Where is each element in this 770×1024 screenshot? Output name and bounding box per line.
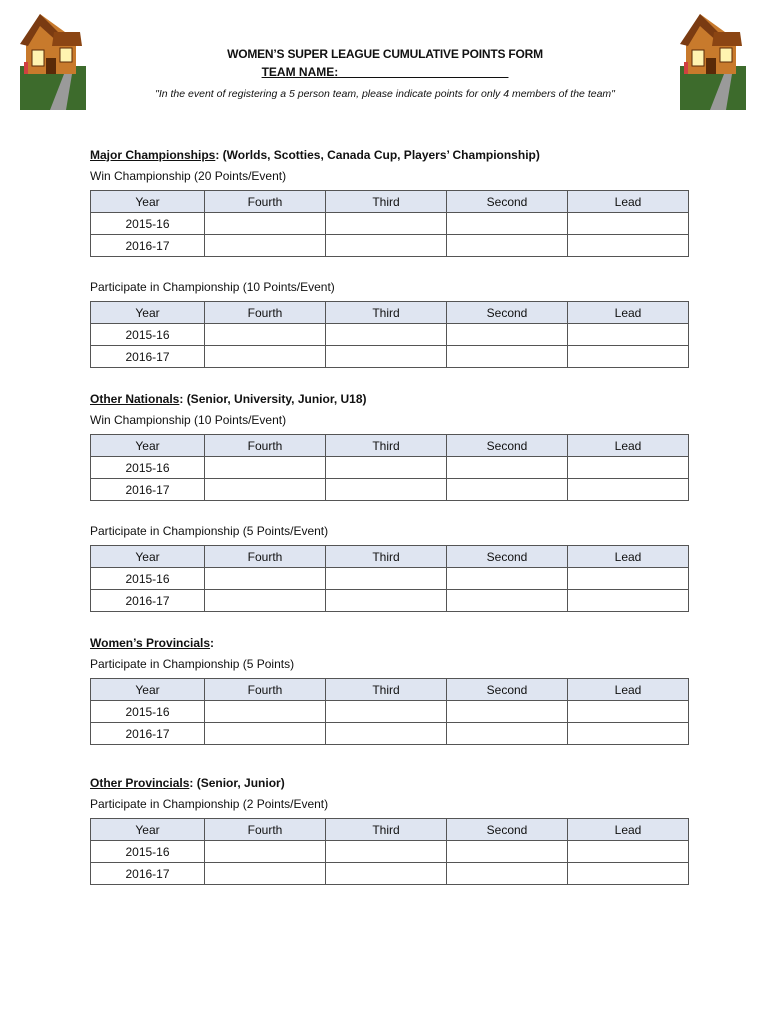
column-header: Year xyxy=(91,191,205,213)
year-cell: 2016-17 xyxy=(91,479,205,501)
column-header: Fourth xyxy=(205,679,326,701)
table-row xyxy=(91,590,689,612)
section-heading-detail: : (Senior, University, Junior, U18) xyxy=(179,392,367,406)
section-caption: Participate in Championship (5 Points) xyxy=(90,657,295,671)
section-heading xyxy=(90,774,690,795)
points-entry-cell[interactable] xyxy=(568,863,689,885)
table-row xyxy=(91,568,689,590)
column-header: Lead xyxy=(568,546,689,568)
section-caption: Participate in Championship (5 Points/Event) xyxy=(90,524,329,538)
points-entry-cell[interactable] xyxy=(205,213,326,235)
points-entry-cell[interactable] xyxy=(205,457,326,479)
section-heading-detail: : (Worlds, Scotties, Canada Cup, Players’ Championship) xyxy=(215,148,540,162)
points-entry-cell[interactable] xyxy=(326,590,447,612)
table-header-row xyxy=(91,435,689,457)
column-header: Second xyxy=(447,302,568,324)
points-section xyxy=(90,522,690,612)
points-table xyxy=(90,545,689,612)
points-entry-cell[interactable] xyxy=(447,213,568,235)
table-row xyxy=(91,346,689,368)
points-entry-cell[interactable] xyxy=(568,346,689,368)
column-header: Year xyxy=(91,819,205,841)
points-entry-cell[interactable] xyxy=(326,457,447,479)
points-entry-cell[interactable] xyxy=(205,346,326,368)
points-section xyxy=(90,390,690,501)
points-entry-cell[interactable] xyxy=(568,723,689,745)
points-entry-cell[interactable] xyxy=(326,346,447,368)
points-entry-cell[interactable] xyxy=(568,590,689,612)
section-heading-detail: : xyxy=(210,636,215,650)
year-cell: 2016-17 xyxy=(91,235,205,257)
points-entry-cell[interactable] xyxy=(205,841,326,863)
year-cell: 2015-16 xyxy=(91,701,205,723)
section-heading-detail: : (Senior, Junior) xyxy=(189,776,285,790)
column-header: Lead xyxy=(568,435,689,457)
table-header-row xyxy=(91,819,689,841)
points-section xyxy=(90,774,690,885)
column-header: Lead xyxy=(568,819,689,841)
points-entry-cell[interactable] xyxy=(326,235,447,257)
points-entry-cell[interactable] xyxy=(447,479,568,501)
column-header: Second xyxy=(447,191,568,213)
points-entry-cell[interactable] xyxy=(568,457,689,479)
points-entry-cell[interactable] xyxy=(568,568,689,590)
points-entry-cell[interactable] xyxy=(447,723,568,745)
points-entry-cell[interactable] xyxy=(447,701,568,723)
column-header: Lead xyxy=(568,679,689,701)
form-title: WOMEN’S SUPER LEAGUE CUMULATIVE POINTS FORM xyxy=(227,47,543,61)
column-header: Lead xyxy=(568,302,689,324)
points-table xyxy=(90,301,689,368)
points-entry-cell[interactable] xyxy=(326,701,447,723)
points-entry-cell[interactable] xyxy=(205,863,326,885)
year-cell: 2016-17 xyxy=(91,590,205,612)
table-row xyxy=(91,863,689,885)
registration-note: "In the event of registering a 5 person team, please indicate points for only 4 members of the team" xyxy=(155,88,615,100)
points-table xyxy=(90,434,689,501)
points-entry-cell[interactable] xyxy=(447,346,568,368)
points-entry-cell[interactable] xyxy=(326,568,447,590)
section-caption: Participate in Championship (10 Points/Event) xyxy=(90,280,335,294)
table-row xyxy=(91,213,689,235)
points-entry-cell[interactable] xyxy=(447,568,568,590)
points-entry-cell[interactable] xyxy=(205,479,326,501)
section-heading xyxy=(90,390,690,411)
points-section xyxy=(90,278,690,368)
year-cell: 2016-17 xyxy=(91,863,205,885)
points-entry-cell[interactable] xyxy=(447,590,568,612)
section-caption: Participate in Championship (2 Points/Event) xyxy=(90,797,329,811)
year-cell: 2015-16 xyxy=(91,324,205,346)
table-row xyxy=(91,701,689,723)
form-header xyxy=(0,45,770,103)
column-header: Second xyxy=(447,546,568,568)
points-section xyxy=(90,146,690,257)
points-entry-cell[interactable] xyxy=(326,479,447,501)
section-heading xyxy=(90,634,690,655)
points-entry-cell[interactable] xyxy=(568,213,689,235)
column-header: Second xyxy=(447,819,568,841)
column-header: Year xyxy=(91,435,205,457)
section-heading-title: Other Nationals xyxy=(90,392,180,406)
column-header: Second xyxy=(447,679,568,701)
table-row xyxy=(91,841,689,863)
points-entry-cell[interactable] xyxy=(205,324,326,346)
points-section xyxy=(90,634,690,745)
section-heading-title: Other Provincials xyxy=(90,776,190,790)
column-header: Year xyxy=(91,302,205,324)
points-table xyxy=(90,818,689,885)
table-header-row xyxy=(91,191,689,213)
column-header: Fourth xyxy=(205,546,326,568)
column-header: Third xyxy=(326,435,447,457)
points-entry-cell[interactable] xyxy=(326,863,447,885)
points-entry-cell[interactable] xyxy=(205,723,326,745)
column-header: Fourth xyxy=(205,819,326,841)
points-entry-cell[interactable] xyxy=(326,324,447,346)
table-header-row xyxy=(91,546,689,568)
column-header: Fourth xyxy=(205,435,326,457)
points-entry-cell[interactable] xyxy=(447,863,568,885)
team-name-field[interactable]: TEAM NAME: _________________________ xyxy=(261,65,509,79)
column-header: Fourth xyxy=(205,191,326,213)
column-header: Third xyxy=(326,679,447,701)
section-heading xyxy=(90,146,690,167)
table-row xyxy=(91,479,689,501)
points-entry-cell[interactable] xyxy=(568,324,689,346)
points-entry-cell[interactable] xyxy=(568,701,689,723)
year-cell: 2015-16 xyxy=(91,213,205,235)
points-entry-cell[interactable] xyxy=(447,235,568,257)
column-header: Third xyxy=(326,191,447,213)
points-entry-cell[interactable] xyxy=(326,213,447,235)
column-header: Year xyxy=(91,546,205,568)
points-entry-cell[interactable] xyxy=(568,235,689,257)
points-entry-cell[interactable] xyxy=(568,841,689,863)
section-caption: Win Championship (20 Points/Event) xyxy=(90,169,287,183)
year-cell: 2015-16 xyxy=(91,457,205,479)
year-cell: 2016-17 xyxy=(91,346,205,368)
column-header: Year xyxy=(91,679,205,701)
points-entry-cell[interactable] xyxy=(326,841,447,863)
column-header: Third xyxy=(326,819,447,841)
section-heading-title: Major Championships xyxy=(90,148,216,162)
section-heading-title: Women’s Provincials xyxy=(90,636,211,650)
table-row xyxy=(91,723,689,745)
year-cell: 2015-16 xyxy=(91,568,205,590)
points-entry-cell[interactable] xyxy=(205,235,326,257)
points-entry-cell[interactable] xyxy=(447,841,568,863)
points-table xyxy=(90,678,689,745)
column-header: Lead xyxy=(568,191,689,213)
table-row xyxy=(91,324,689,346)
column-header: Third xyxy=(326,546,447,568)
points-entry-cell[interactable] xyxy=(205,568,326,590)
table-header-row xyxy=(91,302,689,324)
table-header-row xyxy=(91,679,689,701)
section-caption: Win Championship (10 Points/Event) xyxy=(90,413,287,427)
points-entry-cell[interactable] xyxy=(447,324,568,346)
column-header: Second xyxy=(447,435,568,457)
table-row xyxy=(91,457,689,479)
points-entry-cell[interactable] xyxy=(205,590,326,612)
table-row xyxy=(91,235,689,257)
points-entry-cell[interactable] xyxy=(326,723,447,745)
points-entry-cell[interactable] xyxy=(205,701,326,723)
year-cell: 2016-17 xyxy=(91,723,205,745)
year-cell: 2015-16 xyxy=(91,841,205,863)
points-entry-cell[interactable] xyxy=(568,479,689,501)
points-table xyxy=(90,190,689,257)
points-entry-cell[interactable] xyxy=(447,457,568,479)
column-header: Fourth xyxy=(205,302,326,324)
column-header: Third xyxy=(326,302,447,324)
